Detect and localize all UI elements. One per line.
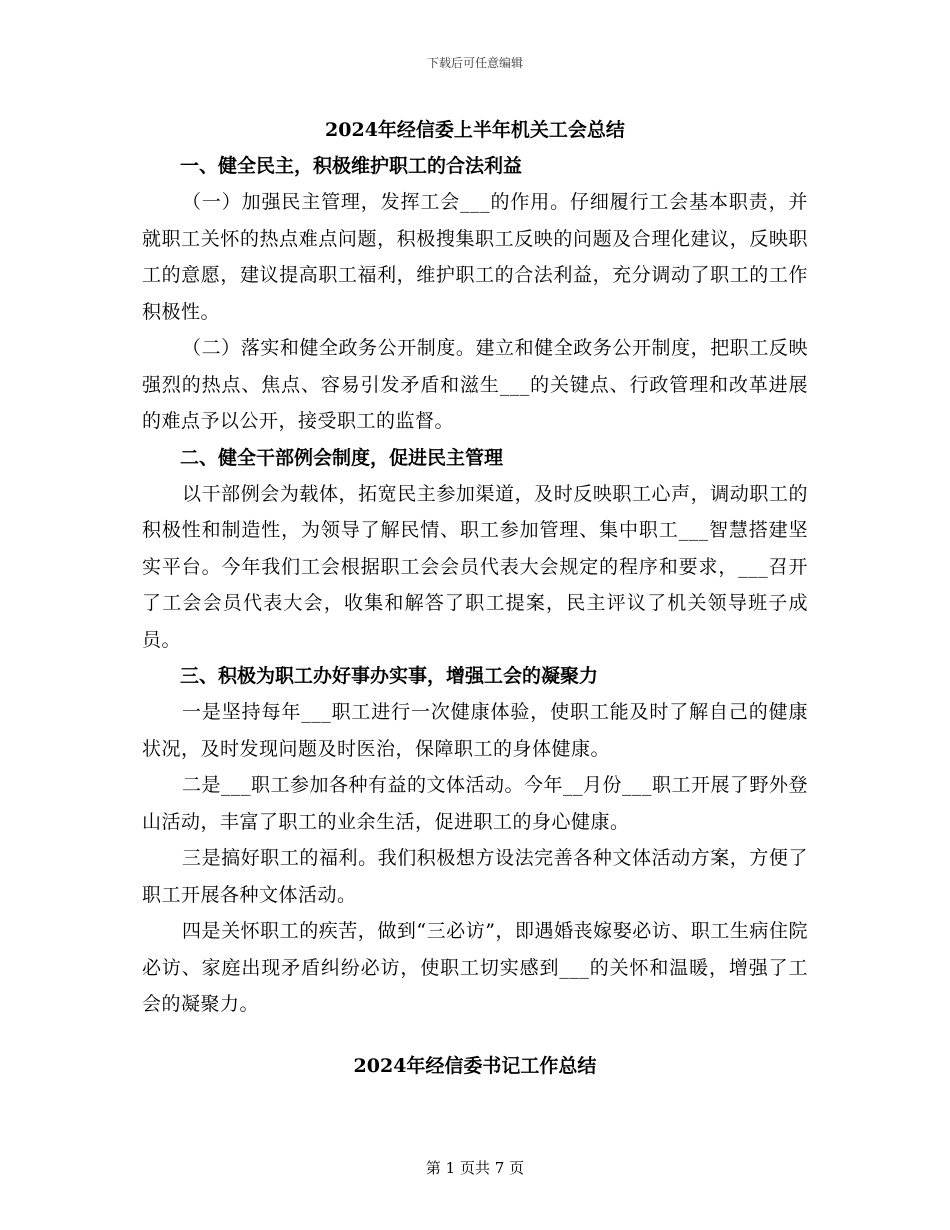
section-1-paragraph-1: （一）加强民主管理，发挥工会___的作用。仔细履行工会基本职责，并就职工关怀的热点难点问题，积极搜集职工反映的问题及合理化建议，反映职工的意愿，建议提高职工福利，维护职工的合法利益，充分调动了职工的工作积极性。 (142, 191, 808, 323)
section-heading-2: 二、健全干部例会制度，促进民主管理 (180, 446, 504, 469)
section-heading-3: 三、积极为职工办好事办实事，增强工会的凝聚力 (180, 665, 599, 687)
section-3-paragraph-4: 四是关怀职工的疾苦，做到“三必访”，即遇婚丧嫁娶必访、职工生病住院必访、家庭出现矛盾纠纷必访，使职工切实感到___的关怀和温暖，增强了工会的凝聚力。 (142, 920, 808, 1015)
next-document-title: 2024年经信委书记工作总结 (353, 1055, 597, 1077)
section-2-paragraph-1: 以干部例会为载体，拓宽民主参加渠道，及时反映职工心声，调动职工的积极性和制造性，为领导了解民情、职工参加管理、集中职工___智慧搭建坚实平台。今年我们工会根据职工会会员代表大会规定的程序和要求，___召开了工会会员代表大会，收集和解答了职工提案，民主评议了机关领导班子成员。 (142, 482, 808, 651)
document-body (142, 112, 808, 1023)
section-3-paragraph-3: 三是搞好职工的福利。我们积极想方设法完善各种文体活动方案，方便了职工开展各种文体活动。 (142, 847, 808, 906)
section-3-paragraph-2: 二是___职工参加各种有益的文体活动。今年__月份___职工开展了野外登山活动，丰富了职工的业余生活，促进职工的身心健康。 (142, 774, 809, 833)
page-footer: 第 1 页共 7 页 (425, 1159, 525, 1177)
header-note: 下载后可任意编辑 (426, 56, 523, 70)
section-heading-1: 一、健全民主，积极维护职工的合法利益 (180, 155, 523, 177)
document-title: 2024年经信委上半年机关工会总结 (325, 119, 625, 141)
section-3-paragraph-1: 一是坚持每年___职工进行一次健康体验，使职工能及时了解自己的健康状况，及时发现问题及时医治，保障职工的身体健康。 (142, 701, 808, 760)
section-1-paragraph-2: （二）落实和健全政务公开制度。建立和健全政务公开制度，把职工反映强烈的热点、焦点、容易引发矛盾和滋生___的关键点、行政管理和改革进展的难点予以公开，接受职工的监督。 (142, 337, 808, 432)
